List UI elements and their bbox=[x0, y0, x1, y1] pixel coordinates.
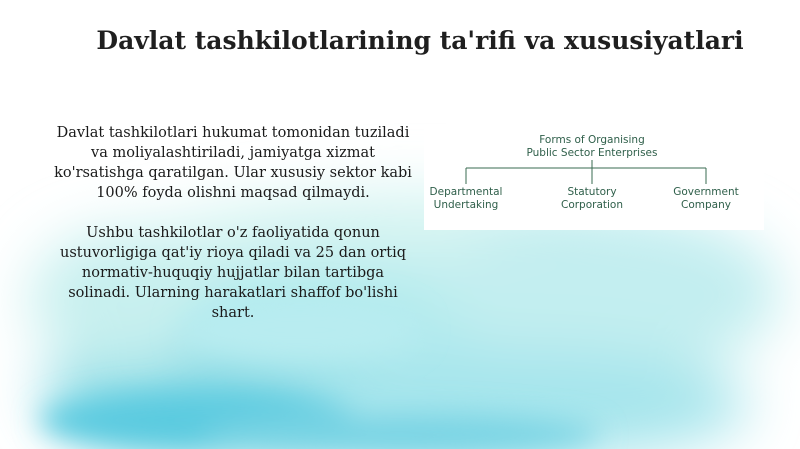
diagram-child-government-company: Government Company bbox=[673, 186, 739, 211]
diagram-root-node: Forms of Organising Public Sector Enterprises bbox=[526, 134, 658, 159]
paragraph-definition: Davlat tashkilotlari hukumat tomonidan tuziladi va moliyalashtiriladi, jamiyatga xizmat ko'rsatishga qaratilgan. Ular xususiy sektor kabi 100% foyda olishni maqsad qilmaydi. bbox=[54, 125, 412, 201]
org-forms-diagram bbox=[424, 124, 764, 230]
body-text bbox=[52, 123, 414, 343]
slide-title: Davlat tashkilotlarining ta'rifi va xususiyatlari bbox=[96, 26, 744, 55]
paragraph-legal-rules: Ushbu tashkilotlar o'z faoliyatida qonun ustuvorligiga qat'iy rioya qiladi va 25 dan ortiq normativ-huquqiy hujjatlar bilan tartibga solinadi. Ularning harakatlari shaffof bo'lishi shart. bbox=[60, 225, 406, 321]
diagram-child-departmental-undertaking: Departmental Undertaking bbox=[429, 186, 503, 211]
diagram-child-statutory-corporation: Statutory Corporation bbox=[560, 186, 624, 211]
